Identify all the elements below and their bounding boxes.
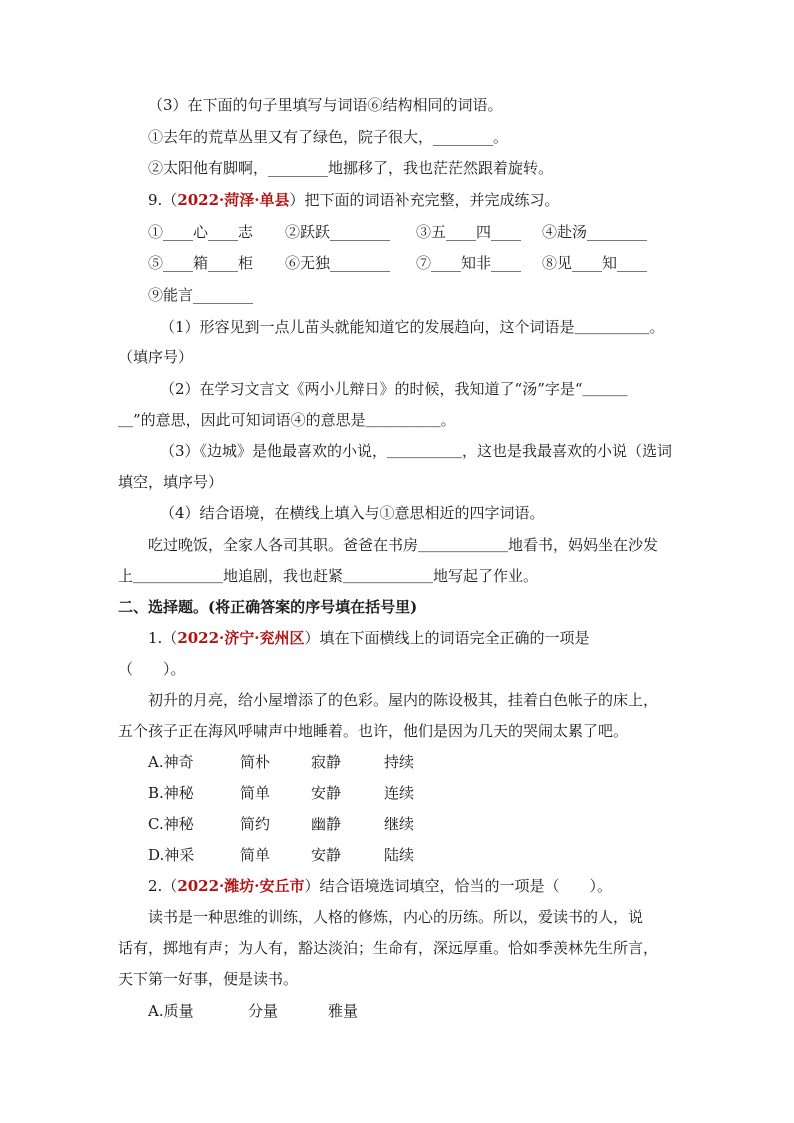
q9-source: 2022·菏泽·单县 <box>177 191 290 209</box>
q3-sentence-2: ②太阳他有脚啊，________地挪移了，我也茫茫然跟着旋转。 <box>148 159 554 177</box>
c1-text-2: 五个孩子正在海风呼啸声中地睡着。也许，他们是因为几天的哭闹太累了吧。 <box>118 722 629 740</box>
option-word: 继续 <box>384 815 415 833</box>
option-word: A.质量 <box>148 1002 194 1020</box>
c1-number: 1.（ <box>148 629 178 647</box>
c1-heading <box>148 628 708 648</box>
word-item: ⑥无独________ <box>285 254 391 272</box>
c1-source: 2022·济宁·兖州区 <box>177 629 305 647</box>
word-item: ④赴汤________ <box>542 223 648 241</box>
section-2-title: 二、选择题。(将正确答案的序号填在括号里) <box>118 598 418 616</box>
q9-instruction: ）把下面的词语补充完整，并完成练习。 <box>289 191 560 209</box>
c2-text-3: 天下第一好事，便是读书。 <box>118 970 299 988</box>
option-word: 持续 <box>384 753 415 771</box>
q9-heading <box>148 190 708 210</box>
word-item: ⑤____箱____柜 <box>148 254 254 272</box>
c2-text-1: 读书是一种思维的训练，人格的修炼，内心的历练。所以，爱读书的人，说 <box>148 908 644 926</box>
q9-part-3-line-2: 填空，填序号） <box>118 473 224 491</box>
option-word: 陆续 <box>384 846 415 864</box>
c2-heading <box>148 876 708 896</box>
q9-part-3-line-1: （3）《边城》是他最喜欢的小说，＿＿＿＿＿，这也是我最喜欢的小说（选词 <box>160 442 673 460</box>
option-word: D.神采 <box>148 846 195 864</box>
word-item: ⑨能言________ <box>148 286 254 304</box>
q9-part-4-text-1: 吃过晚饭，全家人各司其职。爸爸在书房＿＿＿＿＿＿地看书，妈妈坐在沙发 <box>148 536 659 554</box>
q9-part-2-line-2: ＿”的意思，因此可知词语④的意思是＿＿＿＿＿。 <box>118 411 456 429</box>
word-item: ⑦____知非____ <box>416 254 522 272</box>
option-word: A.神奇 <box>148 753 194 771</box>
word-item: ③五____四____ <box>416 223 522 241</box>
q9-part-1-line-1: （1）形容见到一点儿苗头就能知道它的发展趋向，这个词语是＿＿＿＿＿。 <box>160 318 665 336</box>
option-word: C.神秘 <box>148 815 194 833</box>
c2-number: 2.（ <box>148 877 178 895</box>
option-word: 安静 <box>311 846 342 864</box>
word-item: ⑧见____知____ <box>542 254 648 272</box>
word-item: ②跃跃________ <box>285 223 391 241</box>
c2-text-2: 话有，掷地有声；为人有，豁达淡泊；生命有，深远厚重。恰如季羡林先生所言， <box>118 939 659 957</box>
option-word: 幽静 <box>311 815 342 833</box>
c1-instruction: ）填在下面横线上的词语完全正确的一项是 <box>304 629 590 647</box>
option-word: 简单 <box>240 846 271 864</box>
q9-part-4-text-2: 上＿＿＿＿＿＿地追剧，我也赶紧＿＿＿＿＿＿地写起了作业。 <box>118 567 539 585</box>
option-word: 简单 <box>240 784 271 802</box>
c2-source: 2022·潍坊·安丘市 <box>177 877 305 895</box>
option-word: 安静 <box>311 784 342 802</box>
c1-answer-bracket: （ ）。 <box>118 660 186 678</box>
option-word: 寂静 <box>311 753 342 771</box>
option-word: 简朴 <box>240 753 271 771</box>
q3-title: （3）在下面的句子里填写与词语⑥结构相同的词语。 <box>148 96 503 114</box>
q3-sentence-1: ①去年的荒草丛里又有了绿色，院子很大，________。 <box>148 128 509 146</box>
c2-instruction: ）结合语境选词填空，恰当的一项是（ ）。 <box>304 877 613 895</box>
q9-number: 9.（ <box>148 191 178 209</box>
c1-text-1: 初升的月亮，给小屋增添了的色彩。屋内的陈设极其，挂着白色帐子的床上， <box>148 691 659 709</box>
option-word: 连续 <box>384 784 415 802</box>
q9-part-1-line-2: （填序号） <box>118 348 194 366</box>
q9-part-4: （4）结合语境，在横线上填入与①意思相近的四字词语。 <box>160 504 545 522</box>
word-item: ①____心____志 <box>148 223 254 241</box>
q9-part-2-line-1: （2）在学习文言文《两小儿辩日》的时候，我知道了“汤”字是“＿＿＿ <box>160 380 628 398</box>
option-word: B.神秘 <box>148 784 194 802</box>
option-word: 雅量 <box>328 1002 359 1020</box>
option-word: 简约 <box>240 815 271 833</box>
option-word: 分量 <box>248 1002 279 1020</box>
